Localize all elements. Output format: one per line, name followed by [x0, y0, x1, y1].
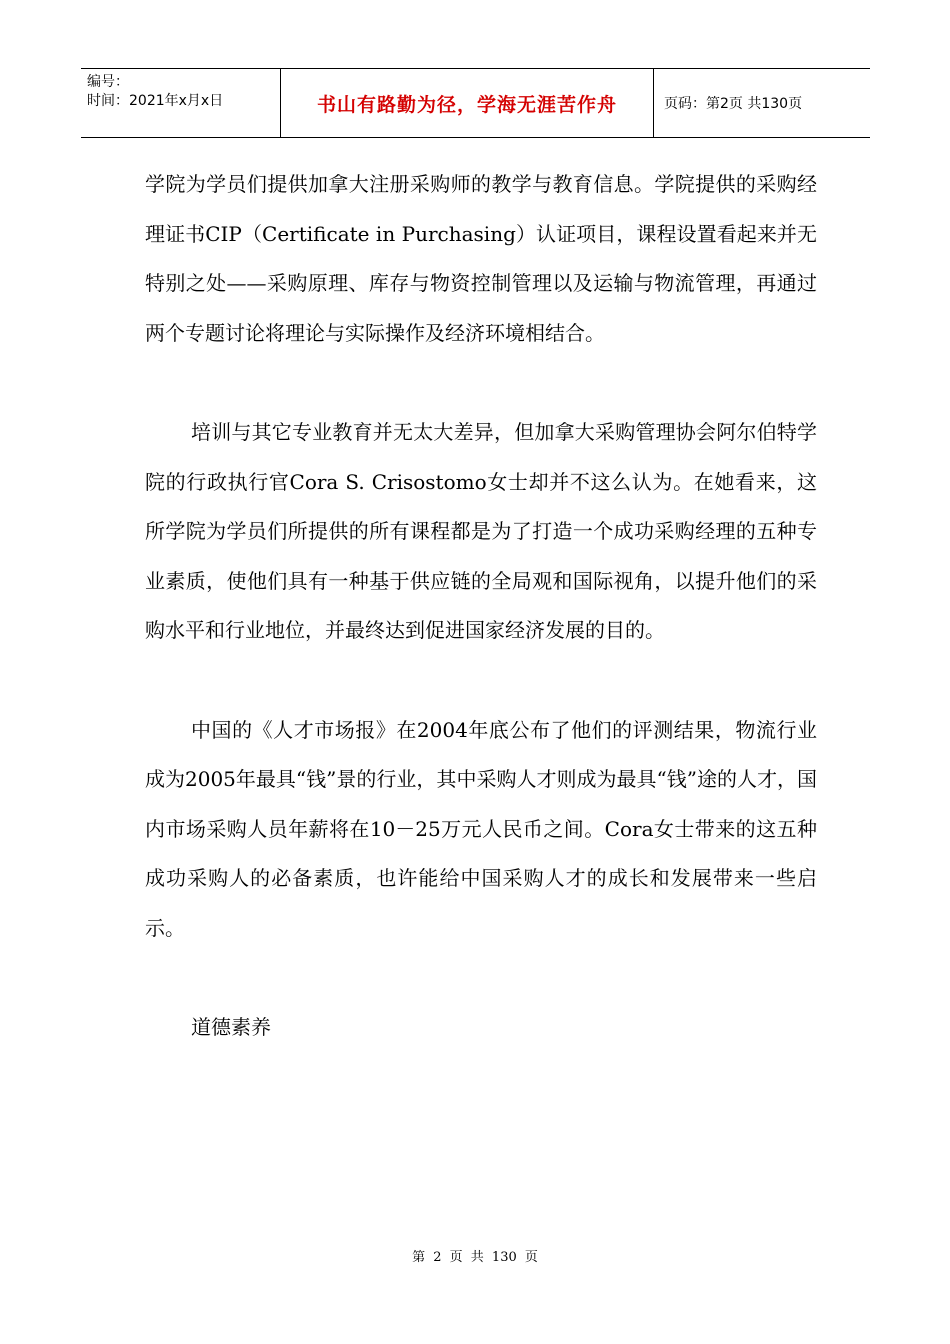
header-motto: 书山有路勤为径，学海无涯苦作舟 [281, 69, 654, 137]
time-label: 时间：2021年x月x日 [87, 93, 224, 109]
document-body [145, 160, 817, 1053]
section-heading: 道德素养 [191, 1015, 271, 1040]
paragraph-3: 中国的《人才市场报》在2004年底公布了他们的评测结果，物流行业成为2005年最具“钱”景的行业，其中采购人才则成为最具“钱”途的人才，国内市场采购人员年薪将在10－25万元人民币之间。Cora女士带来的这五种成功采购人的必备素质，也许能给中国采购人才的成长和发展带来一些启示。 [145, 717, 817, 940]
serial-number-label: 编号： [87, 74, 129, 90]
paragraph-spacer [145, 656, 817, 706]
page-footer: 第 2 页 共 130 页 [412, 1250, 538, 1265]
page-header [81, 68, 870, 138]
header-page-info: 页码：第2页 共130页 [664, 96, 803, 112]
paragraph-spacer [145, 954, 817, 1004]
paragraph-1: 学院为学员们提供加拿大注册采购师的教学与教育信息。学院提供的采购经理证书CIP（Certificate in Purchasing）认证项目，课程设置看起来并无特别之处——采购原理、库存与物资控制管理以及运输与物流管理，再通过两个专题讨论将理论与实际操作及经济环境相结合。 [145, 172, 817, 345]
paragraph-2: 培训与其它专业教育并无太大差异，但加拿大采购管理协会阿尔伯特学院的行政执行官Cora S. Crisostomo女士却并不这么认为。在她看来，这所学院为学员们所提供的所有课程都是为了打造一个成功采购经理的五种专业素质，使他们具有一种基于供应链的全局观和国际视角，以提升他们的采购水平和行业地位，并最终达到促进国家经济发展的目的。 [145, 419, 817, 643]
header-meta [81, 69, 281, 137]
paragraph-spacer [145, 358, 817, 408]
